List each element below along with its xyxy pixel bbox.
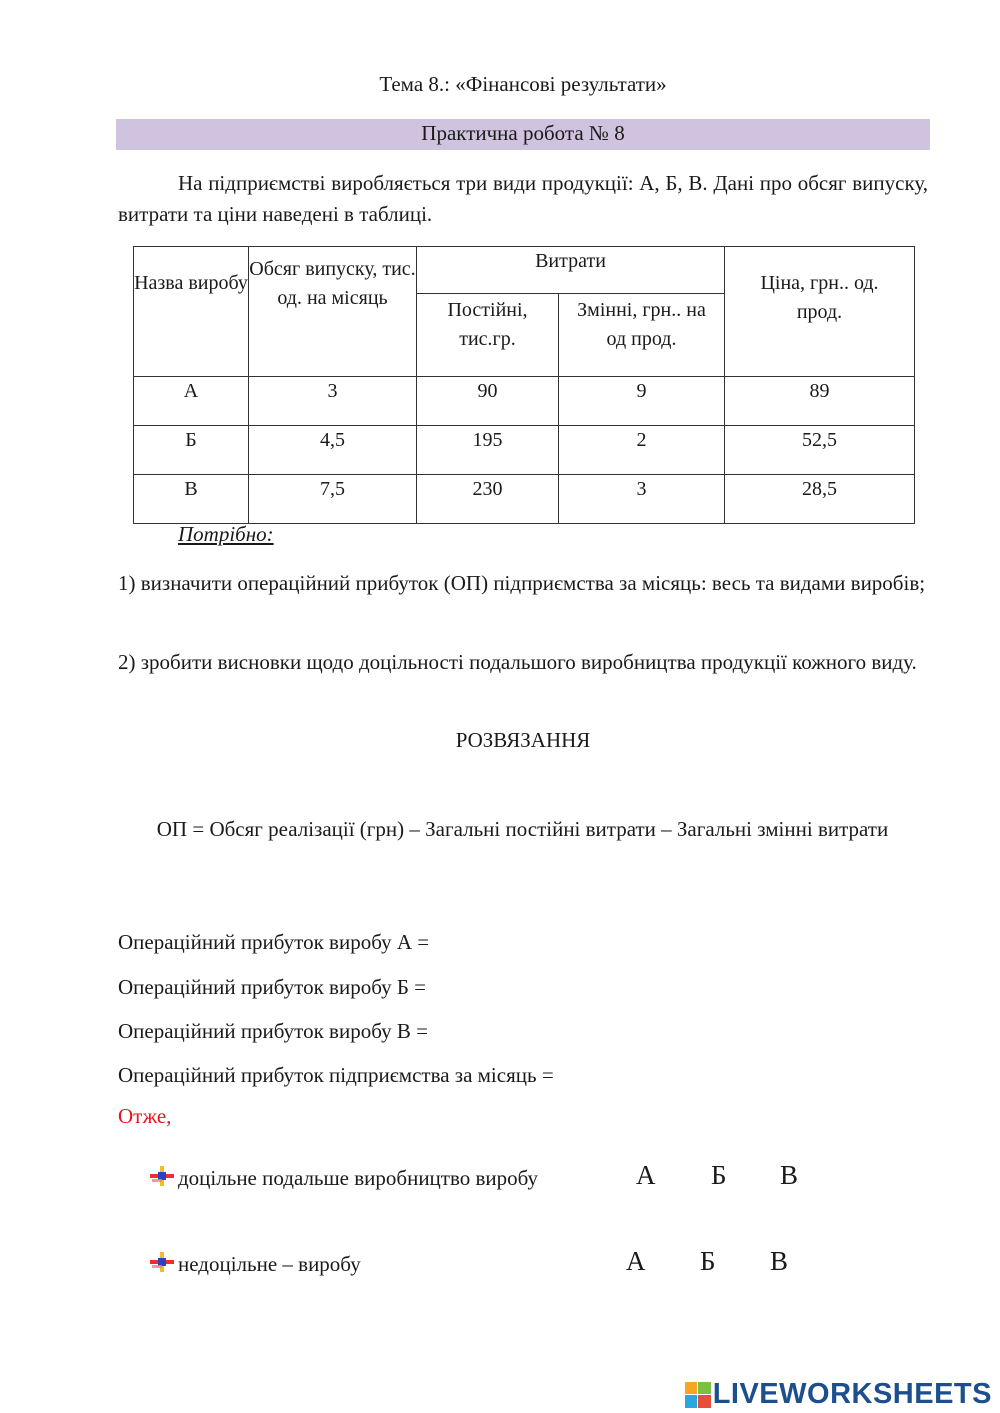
option-bad-text: недоцільне – виробу xyxy=(178,1252,361,1276)
header-variable: Змінні, грн.. на од прод. xyxy=(559,294,725,377)
cell-volume: 3 xyxy=(249,377,417,426)
cell-variable: 9 xyxy=(559,377,725,426)
topic-title: Тема 8.: «Фінансові результати» xyxy=(379,72,667,96)
cell-name: А xyxy=(134,377,249,426)
solution-title: РОЗВЯЗАННЯ xyxy=(455,728,591,752)
data-table xyxy=(133,246,915,524)
cell-price: 28,5 xyxy=(725,475,915,524)
logo-mark-icon xyxy=(685,1382,711,1408)
cell-name: Б xyxy=(134,426,249,475)
task-2: 2) зробити висновки щодо доцільності подальшого виробництва продукції кожного виду. xyxy=(118,650,917,674)
cell-volume: 7,5 xyxy=(249,475,417,524)
bullet-icon xyxy=(148,1250,176,1274)
needed-label: Потрібно: xyxy=(178,522,274,546)
table-row xyxy=(134,426,915,475)
answer-c: Операційний прибуток виробу В = xyxy=(118,1019,428,1043)
answer-total: Операційний прибуток підприємства за місяць = xyxy=(118,1063,554,1087)
option-good-letter-c[interactable]: В xyxy=(780,1160,799,1190)
cell-price: 52,5 xyxy=(725,426,915,475)
header-fixed: Постійні, тис.гр. xyxy=(417,294,559,377)
option-good-text: доцільне подальше виробництво виробу xyxy=(178,1166,539,1190)
cell-variable: 2 xyxy=(559,426,725,475)
cell-fixed: 90 xyxy=(417,377,559,426)
cell-fixed: 230 xyxy=(417,475,559,524)
liveworksheets-logo xyxy=(685,1378,992,1411)
cell-name: В xyxy=(134,475,249,524)
task-1: 1) визначити операційний прибуток (ОП) підприємства за місяць: весь та видами виробів; xyxy=(118,571,926,595)
cell-variable: 3 xyxy=(559,475,725,524)
option-good-letter-a[interactable]: А xyxy=(636,1160,656,1190)
answer-a: Операційний прибуток виробу А = xyxy=(118,930,430,954)
table-row xyxy=(134,377,915,426)
header-costs: Витрати xyxy=(417,247,725,294)
option-bad-letter-a[interactable]: А xyxy=(626,1246,646,1276)
header-price: Ціна, грн.. од. прод. xyxy=(725,247,915,377)
cell-price: 89 xyxy=(725,377,915,426)
header-name: Назва виробу xyxy=(134,247,249,377)
table-row xyxy=(134,475,915,524)
header-volume: Обсяг випуску, тис. од. на місяць xyxy=(249,247,417,377)
practical-title: Практична робота № 8 xyxy=(421,121,625,145)
option-bad-letter-b[interactable]: Б xyxy=(700,1246,716,1276)
cell-volume: 4,5 xyxy=(249,426,417,475)
cell-fixed: 195 xyxy=(417,426,559,475)
formula: ОП = Обсяг реалізації (грн) – Загальні постійні витрати – Загальні змінні витрати xyxy=(156,817,889,841)
conclusion-label: Отже, xyxy=(118,1104,172,1128)
answer-b: Операційний прибуток виробу Б = xyxy=(118,975,426,999)
bullet-icon xyxy=(148,1164,176,1188)
logo-text: LIVEWORKSHEETS xyxy=(712,1378,992,1410)
option-bad-letter-c[interactable]: В xyxy=(770,1246,789,1276)
intro-paragraph: На підприємстві виробляється три види продукції: А, Б, В. Дані про обсяг випуску, витрати та ціни наведені в таблиці. xyxy=(118,171,928,226)
option-good-letter-b[interactable]: Б xyxy=(711,1160,727,1190)
